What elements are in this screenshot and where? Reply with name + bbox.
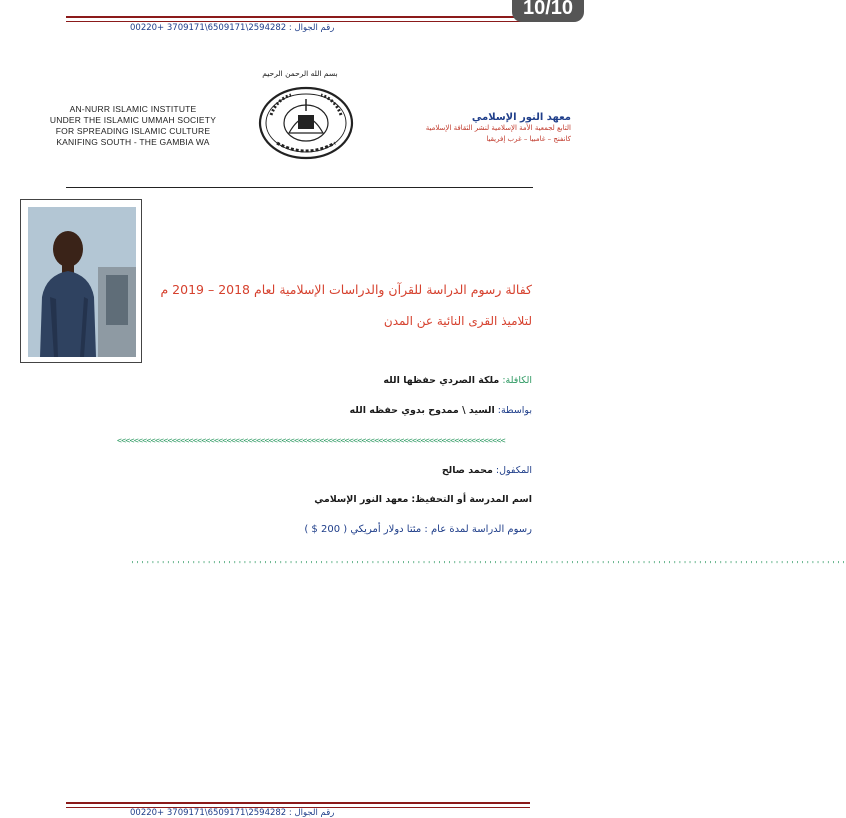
sponsored-row <box>132 465 532 476</box>
footer-rule-thick <box>66 802 530 804</box>
via-label: بواسطة: <box>497 405 532 416</box>
sponsorship-title-line-2: لتلاميذ القرى النائية عن المدن <box>383 314 532 328</box>
sponsor-value: ملكة الصردي حفظها الله <box>383 375 500 386</box>
chevron-separator: <<<<<<<<<<<<<<<<<<<<<<<<<<<<<<<<<<<<<<<<<<<<<<<<<<<<<<<<<<<<<<<<<<<<<<<<<<<<<<<<<<<<<<<<<<<< <box>117 436 505 445</box>
header-divider <box>66 187 533 188</box>
dotted-separator: '''''''''''''''''''''''''''''''''''''''''''''''''''''''''''''''''''''''''''''''''''''''''''''''''''''''''''''''''''''''''''''''''''''''''''' <box>130 560 846 569</box>
page-counter-badge: 10/10 <box>512 0 584 22</box>
footer-phone-line: رقم الجوال : 2594282\6509171\3709171 +00220 <box>130 808 335 818</box>
school-value: معهد النور الإسلامي <box>314 494 409 505</box>
english-line-2: UNDER THE ISLAMIC UMMAH SOCIETY <box>49 115 217 125</box>
header-phone-line: رقم الجوال : 2594282\6509171\3709171 +00220 <box>130 23 335 33</box>
arabic-subtitle-1: التابع لجمعية الأمة الإسلامية لنشر الثقافة الإسلامية <box>425 124 571 132</box>
student-photo-image <box>28 207 136 357</box>
sponsored-label: المكفول: <box>495 465 532 476</box>
sponsor-row <box>132 375 532 386</box>
school-label: اسم المدرسة أو التحفيظ: <box>411 494 532 505</box>
english-line-4: KANIFING SOUTH - THE GAMBIA WA <box>56 137 210 147</box>
society-logo-seal <box>257 85 355 161</box>
school-row <box>132 494 532 505</box>
sponsored-value: محمد صالح <box>441 465 493 476</box>
institute-arabic-name <box>351 112 571 145</box>
sponsor-label: الكافلة: <box>502 375 532 386</box>
sponsorship-title-line-1: كفالة رسوم الدراسة للقرآن والدراسات الإسلامية لعام 2018 – 2019 م <box>160 282 532 297</box>
english-line-1: AN-NURR ISLAMIC INSTITUTE <box>69 104 197 114</box>
arabic-subtitle-2: كانفنج – غامبيا – غرب إفريقيا <box>486 135 571 143</box>
institute-english-name <box>28 104 238 148</box>
arabic-institute-title: معهد النور الإسلامي <box>471 112 571 123</box>
via-value: السيد \ ممدوح بدوي حفظه الله <box>349 405 495 416</box>
basmala: بسم الله الرحمن الرحيم <box>262 69 338 78</box>
top-rule-thin <box>66 21 530 22</box>
student-photo <box>20 199 142 363</box>
top-rule-thick <box>66 16 530 18</box>
fees-row: رسوم الدراسة لمدة عام : مئتا دولار أمريكي ( 200 $ ) <box>304 524 532 535</box>
via-row <box>132 405 532 416</box>
english-line-3: FOR SPREADING ISLAMIC CULTURE <box>55 126 211 136</box>
